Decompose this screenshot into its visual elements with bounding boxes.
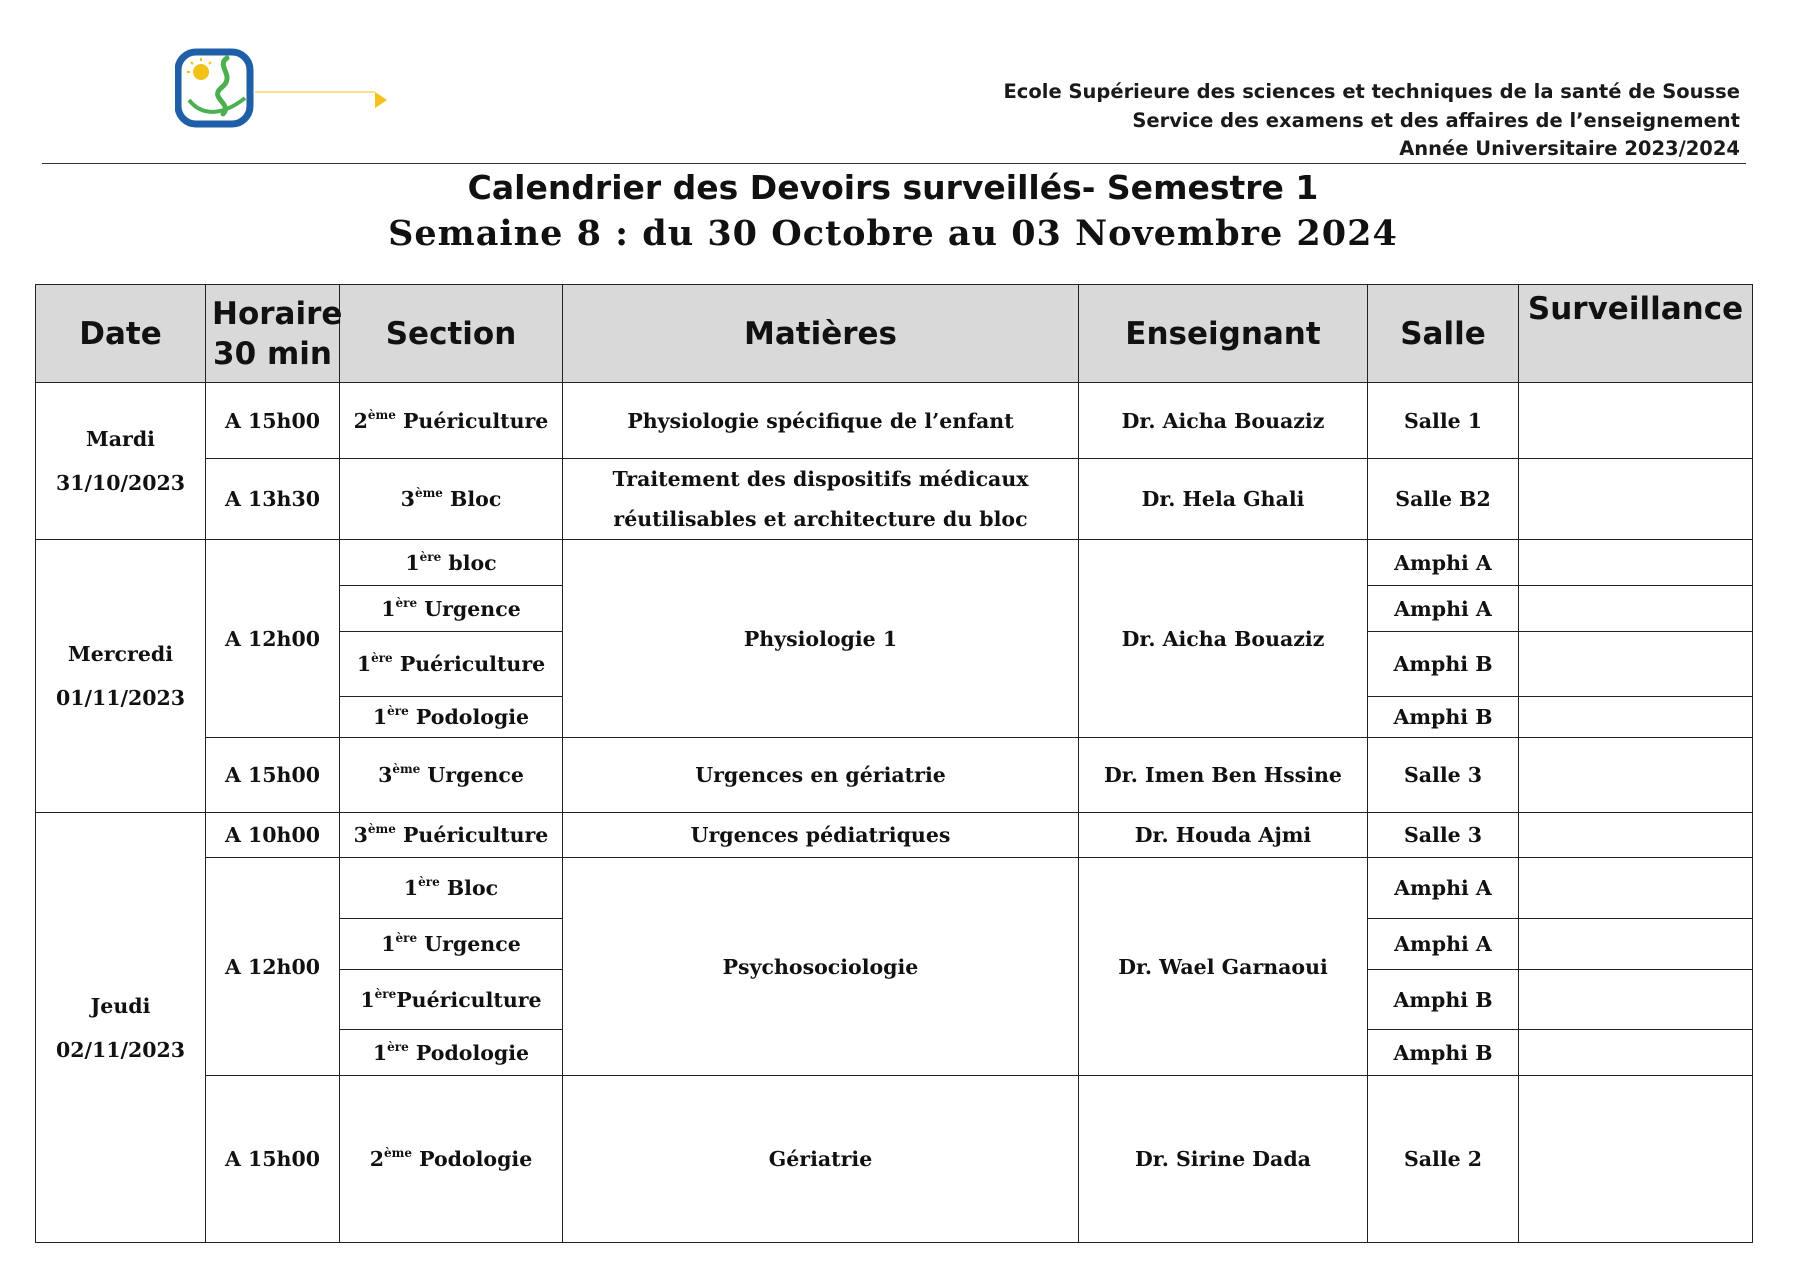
section-cell: [340, 919, 563, 970]
col-header-horaire-line2: 30 min: [213, 335, 332, 372]
salle-cell: Salle 3: [1368, 813, 1519, 858]
section-year: 1: [381, 596, 396, 621]
table-header-row: [36, 285, 1753, 383]
matiere-cell: Physiologie 1: [563, 540, 1079, 738]
section-cell: [340, 1030, 563, 1076]
surveillance-cell: [1519, 919, 1753, 970]
table-row: [36, 459, 1753, 540]
section-cell: [340, 459, 563, 540]
surveillance-cell: [1519, 459, 1753, 540]
time-cell: A 15h00: [206, 1076, 340, 1243]
academic-year: Année Universitaire 2023/2024: [1399, 137, 1740, 160]
salle-cell: Salle B2: [1368, 459, 1519, 540]
day-date: 02/11/2023: [55, 1037, 186, 1062]
salle-cell: Salle 1: [1368, 383, 1519, 459]
surveillance-cell: [1519, 970, 1753, 1030]
section-label: Podologie: [408, 705, 530, 729]
section-year: 1: [356, 652, 372, 676]
section-ordinal: ème: [367, 822, 396, 836]
section-year: 1: [360, 987, 375, 1012]
col-header-horaire: [206, 285, 343, 383]
enseignant-cell: Dr. Aicha Bouaziz: [1079, 383, 1368, 459]
surveillance-cell: [1519, 697, 1753, 738]
enseignant-cell: Dr. Sirine Dada: [1079, 1076, 1368, 1243]
institution-header: [1003, 78, 1740, 164]
matiere-cell: Psychosociologie: [563, 858, 1079, 1076]
section-ordinal: ère: [419, 549, 442, 564]
salle-cell: Salle 3: [1368, 738, 1519, 813]
col-header-horaire-line1: Horaire: [212, 295, 343, 332]
surveillance-cell: [1519, 383, 1753, 459]
section-year: 1: [405, 550, 420, 575]
col-header-salle: Salle: [1368, 285, 1519, 383]
salle-cell: Amphi A: [1368, 858, 1519, 919]
surveillance-cell: [1519, 540, 1753, 586]
section-ordinal: ère: [371, 651, 393, 665]
section-year: 1: [403, 876, 419, 900]
surveillance-cell: [1519, 813, 1753, 858]
table-row: [36, 1076, 1753, 1243]
section-label: Urgence: [417, 932, 521, 956]
section-label: Puériculture: [395, 823, 549, 847]
school-logo: [175, 48, 390, 130]
matiere-cell: Urgences pédiatriques: [563, 813, 1079, 858]
schedule-table: [35, 284, 1753, 1243]
section-cell: [340, 540, 563, 586]
matiere-line1: Traitement des dispositifs médicaux: [612, 467, 1029, 491]
matiere-line2: réutilisables et architecture du bloc: [613, 507, 1028, 531]
section-year: 2: [353, 408, 368, 433]
institution-name: Ecole Supérieure des sciences et techniques de la santé de Sousse: [1003, 80, 1740, 103]
day-name: Mercredi: [68, 642, 173, 666]
section-label: Podologie: [408, 1040, 530, 1065]
matiere-cell: Gériatrie: [563, 1076, 1079, 1243]
header-divider: [42, 163, 1746, 164]
salle-cell: Amphi B: [1368, 970, 1519, 1030]
col-header-section: Section: [340, 285, 563, 383]
time-cell: A 12h00: [206, 540, 340, 738]
section-ordinal: ère: [374, 986, 397, 1001]
section-ordinal: ère: [387, 704, 409, 718]
table-row: [36, 813, 1753, 858]
section-year: 3: [400, 487, 415, 511]
table-row: [36, 540, 1753, 586]
section-year: 1: [372, 705, 388, 729]
section-cell: [340, 697, 563, 738]
col-header-matieres: Matières: [563, 285, 1079, 383]
section-cell: [340, 632, 563, 697]
section-ordinal: ème: [414, 486, 443, 500]
section-year: 1: [381, 932, 396, 956]
time-cell: A 10h00: [206, 813, 340, 858]
section-ordinal: ère: [418, 875, 440, 889]
surveillance-cell: [1519, 1076, 1753, 1243]
section-label: Urgence: [417, 596, 521, 621]
table-row: [36, 738, 1753, 813]
salle-cell: Salle 2: [1368, 1076, 1519, 1243]
time-cell: A 13h30: [206, 459, 340, 540]
salle-cell: Amphi A: [1368, 919, 1519, 970]
section-label: Puériculture: [392, 652, 546, 676]
section-cell: [340, 813, 563, 858]
time-cell: A 15h00: [206, 383, 340, 459]
section-ordinal: ème: [392, 762, 421, 776]
day-name: Mardi: [86, 427, 155, 451]
section-cell: [340, 738, 563, 813]
col-header-date: Date: [36, 285, 206, 383]
section-cell: [340, 586, 563, 632]
enseignant-cell: Dr. Houda Ajmi: [1079, 813, 1368, 858]
section-label: Bloc: [439, 876, 499, 900]
salle-cell: Amphi B: [1368, 632, 1519, 697]
enseignant-cell: Dr. Imen Ben Hssine: [1079, 738, 1368, 813]
matiere-cell: Urgences en gériatrie: [563, 738, 1079, 813]
section-year: 1: [372, 1040, 388, 1065]
time-cell: A 15h00: [206, 738, 340, 813]
surveillance-cell: [1519, 1030, 1753, 1076]
section-label: Puériculture: [395, 408, 549, 433]
service-name: Service des examens et des affaires de l’enseignement: [1132, 108, 1740, 132]
section-cell: [340, 1076, 563, 1243]
section-label: Bloc: [442, 487, 502, 511]
section-ordinal: ème: [367, 407, 396, 422]
surveillance-cell: [1519, 738, 1753, 813]
table-row: [36, 383, 1753, 459]
section-cell: [340, 383, 563, 459]
section-cell: [340, 970, 563, 1030]
section-ordinal: ère: [395, 595, 418, 610]
section-label: Podologie: [411, 1147, 533, 1171]
section-year: 3: [353, 823, 368, 847]
section-label: bloc: [441, 550, 497, 575]
col-header-enseignant: Enseignant: [1079, 285, 1368, 383]
section-ordinal: ère: [395, 931, 418, 945]
section-cell: [340, 858, 563, 919]
matiere-cell: Physiologie spécifique de l’enfant: [563, 383, 1079, 459]
section-label: Puériculture: [396, 987, 542, 1012]
page-subtitle: Semaine 8 : du 30 Octobre au 03 Novembre 2024: [388, 213, 1398, 254]
matiere-cell: [563, 459, 1079, 540]
enseignant-cell: Dr. Hela Ghali: [1079, 459, 1368, 540]
surveillance-cell: [1519, 858, 1753, 919]
page-title: Calendrier des Devoirs surveillés- Semestre 1: [467, 168, 1319, 207]
col-header-surveillance: Surveillance: [1519, 285, 1753, 383]
salle-cell: Amphi B: [1368, 697, 1519, 738]
section-label: Urgence: [420, 763, 524, 787]
day-name: Jeudi: [90, 993, 151, 1018]
day-date: 31/10/2023: [55, 471, 186, 495]
date-cell: [36, 383, 206, 540]
table-row: [36, 858, 1753, 919]
section-ordinal: ère: [387, 1039, 409, 1054]
section-year: 3: [378, 763, 393, 787]
salle-cell: Amphi A: [1368, 586, 1519, 632]
surveillance-cell: [1519, 586, 1753, 632]
section-ordinal: ème: [383, 1146, 412, 1160]
enseignant-cell: Dr. Wael Garnaoui: [1079, 858, 1368, 1076]
day-date: 01/11/2023: [55, 686, 186, 710]
enseignant-cell: Dr. Aicha Bouaziz: [1079, 540, 1368, 738]
time-cell: A 12h00: [206, 858, 340, 1076]
salle-cell: Amphi B: [1368, 1030, 1519, 1076]
salle-cell: Amphi A: [1368, 540, 1519, 586]
date-cell: [36, 540, 206, 813]
section-year: 2: [369, 1147, 384, 1171]
surveillance-cell: [1519, 632, 1753, 697]
date-cell: [36, 813, 206, 1243]
